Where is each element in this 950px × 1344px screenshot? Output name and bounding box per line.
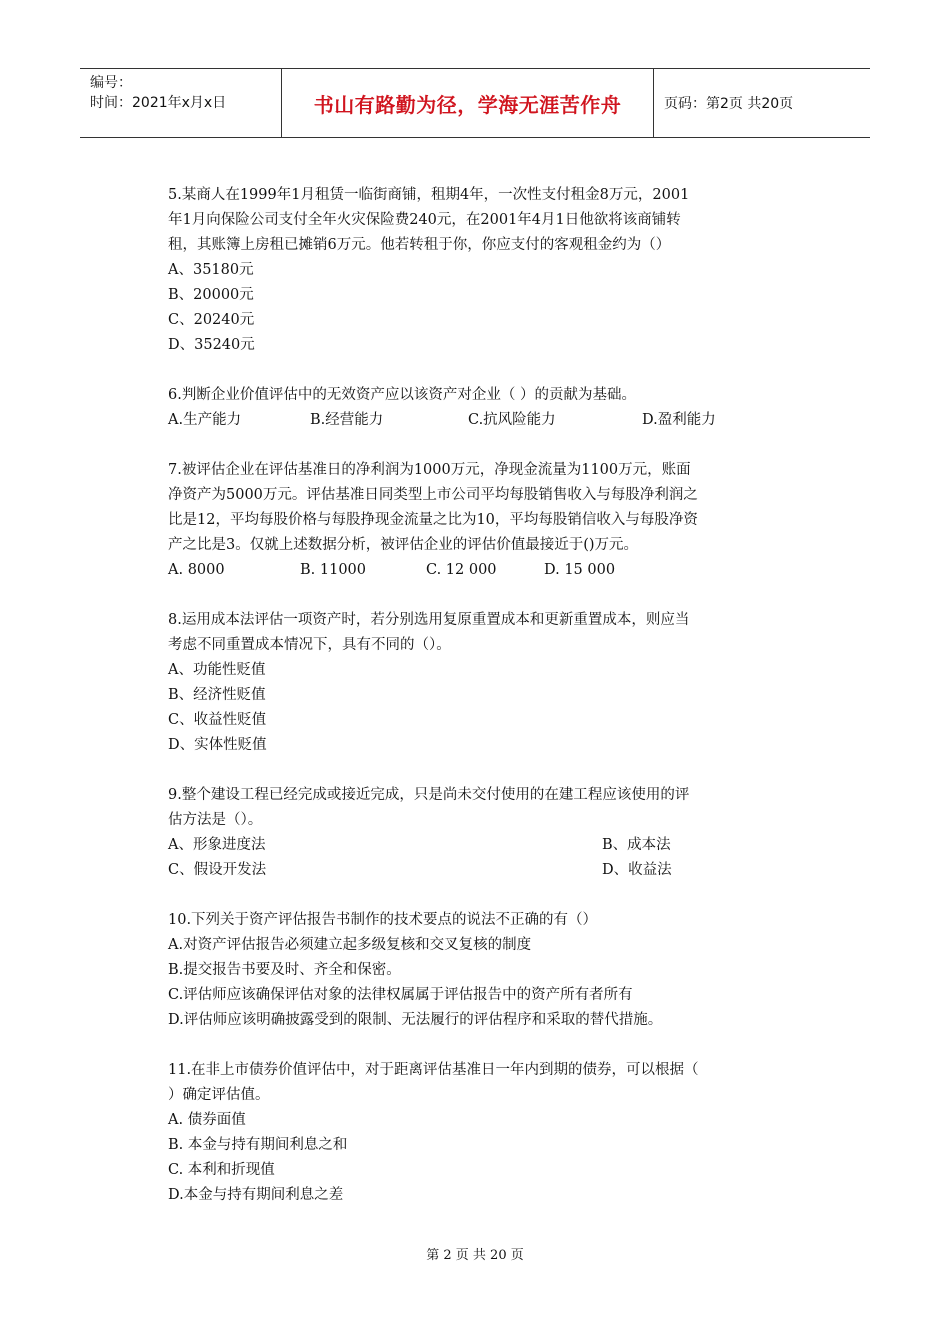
time-label: 时间：2021年x月x日 — [90, 95, 227, 111]
option-d: D.评估师应该明确披露受到的限制、无法履行的评估程序和采取的替代措施。 — [168, 1012, 663, 1028]
options-row — [168, 858, 778, 883]
option-a: A. 债券面值 — [168, 1112, 246, 1128]
question-stem-line: 6.判断企业价值评估中的无效资产应以该资产对企业（ ）的贡献为基础。 — [168, 387, 636, 403]
page-info: 页码：第2页 共20页 — [664, 96, 794, 112]
option-d: D. 15 000 — [544, 562, 616, 578]
page-header — [80, 68, 870, 138]
option-c: C. 12 000 — [426, 562, 497, 578]
option-d: D.盈利能力 — [642, 412, 716, 428]
option-d: D、收益法 — [602, 862, 672, 878]
option-a: A、功能性贬值 — [168, 662, 266, 678]
option-a: A、35180元 — [168, 262, 254, 278]
question-stem-line: 考虑不同重置成本情况下，具有不同的（）。 — [168, 637, 451, 653]
option-b: B、成本法 — [602, 837, 671, 853]
question-10 — [168, 908, 778, 1033]
option-c: C.抗风险能力 — [468, 412, 556, 428]
option-d: D、实体性贬值 — [168, 737, 267, 753]
page-footer: 第 2 页 共 20 页 — [426, 1248, 524, 1263]
option-a: A.对资产评估报告必须建立起多级复核和交叉复核的制度 — [168, 937, 532, 953]
question-5 — [168, 183, 778, 358]
option-c: C、假设开发法 — [168, 862, 267, 878]
option-b: B、20000元 — [168, 287, 254, 303]
option-a: A. 8000 — [168, 562, 225, 578]
option-b: B. 本金与持有期间利息之和 — [168, 1137, 348, 1153]
option-b: B.经营能力 — [310, 412, 384, 428]
option-c: C、20240元 — [168, 312, 255, 328]
header-left-cell — [80, 69, 282, 137]
options-row — [168, 408, 778, 433]
option-b: B.提交报告书要及时、齐全和保密。 — [168, 962, 401, 978]
question-6 — [168, 383, 778, 433]
question-stem-line: 8.运用成本法评估一项资产时，若分别选用复原重置成本和更新重置成本，则应当 — [168, 612, 690, 628]
option-c: C.评估师应该确保评估对象的法律权属属于评估报告中的资产所有者所有 — [168, 987, 633, 1003]
question-stem-line: 估方法是（）。 — [168, 812, 263, 828]
options-row — [168, 833, 778, 858]
question-stem-line: 产之比是3。仅就上述数据分析，被评估企业的评估价值最接近于()万元。 — [168, 537, 639, 553]
question-stem-line: 10.下列关于资产评估报告书制作的技术要点的说法不正确的有（） — [168, 912, 598, 928]
option-b: B、经济性贬值 — [168, 687, 266, 703]
option-a: A.生产能力 — [168, 412, 242, 428]
question-stem-line: 净资产为5000万元。评估基准日同类型上市公司平均每股销售收入与每股净利润之 — [168, 487, 698, 503]
option-c: C. 本利和折现值 — [168, 1162, 275, 1178]
question-stem-line: ）确定评估值。 — [168, 1087, 270, 1103]
question-stem-line: 7.被评估企业在评估基准日的净利润为1000万元，净现金流量为1100万元，账面 — [168, 462, 691, 478]
motto: 书山有路勤为径，学海无涯苦作舟 — [282, 69, 654, 137]
question-stem-line: 11.在非上市债券价值评估中，对于距离评估基准日一年内到期的债券，可以根据（ — [168, 1062, 699, 1078]
options-row — [168, 558, 778, 583]
question-stem-line: 5.某商人在1999年1月租赁一临街商铺，租期4年，一次性支付租金8万元，2001 — [168, 187, 690, 203]
option-d: D.本金与持有期间利息之差 — [168, 1187, 344, 1203]
option-c: C、收益性贬值 — [168, 712, 267, 728]
question-9 — [168, 783, 778, 883]
number-label: 编号： — [90, 75, 132, 91]
option-b: B. 11000 — [300, 562, 367, 578]
question-stem-line: 9.整个建设工程已经完成或接近完成，只是尚未交付使用的在建工程应该使用的评 — [168, 787, 690, 803]
question-list — [168, 183, 778, 1233]
question-stem-line: 比是12，平均每股价格与每股挣现金流量之比为10，平均每股销信收入与每股净资 — [168, 512, 698, 528]
question-stem-line: 租，其账簿上房租已摊销6万元。他若转租于你，你应支付的客观租金约为（） — [168, 237, 671, 253]
question-stem-line: 年1月向保险公司支付全年火灾保险费240元，在2001年4月1日他欲将该商铺转 — [168, 212, 681, 228]
question-11 — [168, 1058, 778, 1208]
option-a: A、形象进度法 — [168, 837, 266, 853]
question-8 — [168, 608, 778, 758]
option-d: D、35240元 — [168, 337, 255, 353]
question-7 — [168, 458, 778, 583]
